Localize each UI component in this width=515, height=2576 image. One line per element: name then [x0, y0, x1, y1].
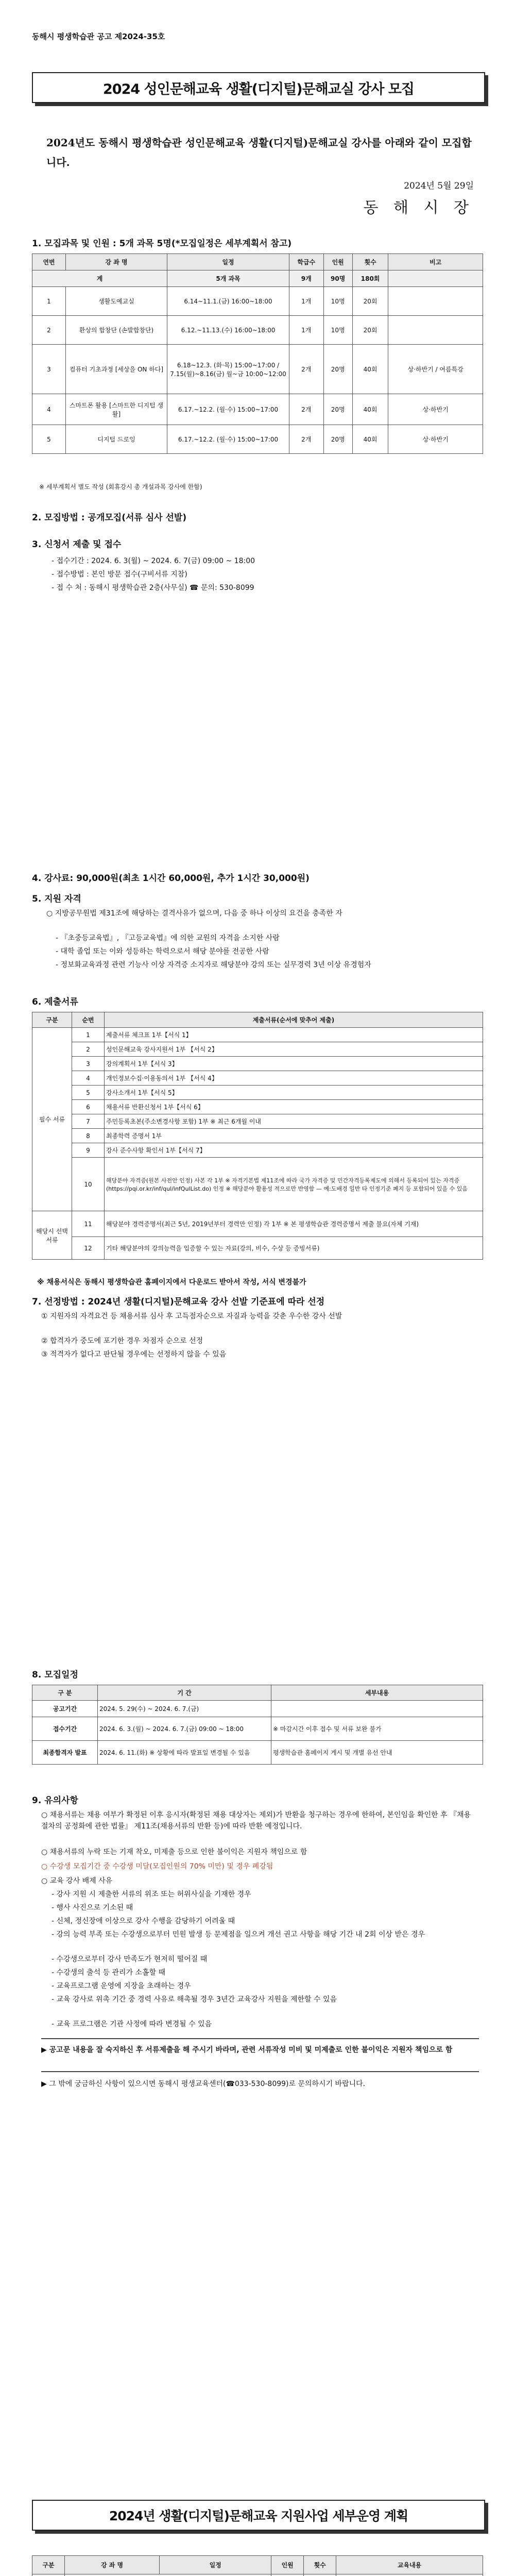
total-cell — [32, 2574, 65, 2576]
cell: 해당분야 자격증(원본 사전안 인정) 사본 각 1부 ※ 자격기본법 제11조에 따라 국가 자격증 및 민간자격등록제도에 의해서 등록되어 있는 자격증(https://pqi.or.kr/inf/qul/infQulList.do) 인정 ※ 해당분야 활용성 적으로만 반영함 — 예:도배경 일반 타 인정기준 폐지 등 포함되어 있을 수 있음 — [105, 1158, 483, 1211]
cell: 환상의 합창단 (손발합창단) — [66, 316, 167, 345]
cell: 2024. 6. 3.(월) ~ 2024. 6. 7.(금) 09:00 ~ 18:00 — [98, 1717, 271, 1741]
cell: 7 — [72, 1114, 105, 1129]
cell: 3 — [72, 1057, 105, 1071]
cell: 상·하반기 / 여름특강 — [388, 345, 483, 394]
col-header: 구분 — [32, 2556, 65, 2574]
cell: 해당분야 경력증명서(최근 5년, 2019년부터 경력만 인정) 각 1부 ※ 본 평생학습관 경력증명서 제출 불요(자체 기재) — [105, 1211, 483, 1237]
s6-heading: 6. 제출서류 — [32, 997, 78, 1007]
cell: 성인문해교육 강사지원서 1부 【서식 2】 — [105, 1042, 483, 1057]
cell — [388, 287, 483, 316]
cell: 20회 — [352, 287, 388, 316]
s9-line: ○ 교육 강사 배제 사유 — [41, 1877, 113, 1885]
cell: 40회 — [352, 425, 388, 454]
s3-line: - 접 수 처 : 동해시 평생학습관 2층(사무실) ☎ 문의: 530-8099 — [52, 584, 254, 592]
s5-line: - 대학 졸업 또는 이와 성등하는 학력으로서 해당 분야를 전공한 사람 — [56, 947, 269, 956]
cell: 6.17.~12.2. (월·수) 15:00~17:00 — [167, 425, 289, 454]
s5-line: ○ 지방공무원법 제31조에 해당하는 결격사유가 없으며, 다음 중 하나 이상의 요건을 충족한 자 — [46, 909, 342, 918]
col-header: 순번 — [72, 1012, 105, 1028]
cell: 평생학습관 홈페이지 게시 및 개별 유선 안내 — [271, 1741, 483, 1765]
cell: 6.14~11.1.(금) 16:00~18:00 — [167, 287, 289, 316]
divider — [41, 2071, 479, 2072]
cell: 공고기간 — [32, 1701, 98, 1717]
cell: 10 — [72, 1158, 105, 1211]
plan-title: 2024년 생활(디지털)문해교육 지원사업 세부운영 계획 — [32, 2500, 485, 2531]
col-header: 비고 — [388, 254, 483, 270]
subjects-table — [32, 253, 483, 454]
group-label: 필수 서류 — [32, 1028, 72, 1211]
total-cell: 90명 — [323, 270, 352, 287]
s9-line: - 강의 능력 부족 또는 수강생으로부터 민원 발생 등 문제점을 일으켜 개선 권고 사항을 해당 기간 내 2회 이상 받은 경우 — [52, 1930, 425, 1939]
s7-line: ② 합격자가 중도에 포기한 경우 차점자 순으로 선정 — [41, 1337, 203, 1345]
col-header: 일정 — [160, 2556, 271, 2574]
s3-heading: 3. 신청서 제출 및 접수 — [32, 539, 122, 550]
col-header: 연번 — [32, 254, 66, 270]
cell — [271, 1701, 483, 1717]
divider — [41, 2038, 479, 2039]
col-header: 제출서류(순서에 맞추어 제출) — [105, 1012, 483, 1028]
cell: 컴퓨터 기초과정 [세상을 ON 하다] — [66, 345, 167, 394]
s9-line: - 교육 프로그램은 기관 사정에 따라 변경될 수 있음 — [52, 2020, 212, 2028]
cell: 40회 — [352, 394, 388, 425]
col-header: 구 분 — [32, 1685, 98, 1701]
col-header: 기 간 — [98, 1685, 271, 1701]
cell: 상·하반기 — [388, 425, 483, 454]
cell: 11 — [72, 1211, 105, 1237]
cell: 강의계획서 1부【서식 3】 — [105, 1057, 483, 1071]
s1-heading: 1. 모집과목 및 인원 : 5개 과목 5명(*모집일정은 세부계획서 참고) — [32, 239, 292, 249]
cell: 1개 — [289, 316, 324, 345]
total-cell — [304, 2574, 336, 2576]
s9-line: - 수강생으로부터 강사 만족도가 현저히 떨어질 때 — [52, 1955, 208, 1963]
cell: 3 — [32, 345, 66, 394]
s9-line: - 강사 지원 시 제출한 서류의 위조 또는 허위사실을 기재한 경우 — [52, 1890, 251, 1899]
schedule-table — [32, 1685, 483, 1765]
s9-bullet: ▶ 그 밖에 궁금하신 사항이 있으시면 동해시 평생교육센터(☎033-530-8099)로 문의하시기 바랍니다. — [41, 2080, 366, 2088]
cell: ※ 마감시간 이후 접수 및 서류 보완 불가 — [271, 1717, 483, 1741]
s5-line: - 『초중등교육법』, 『고등교육법』에 의한 교원의 자격을 소지한 사람 — [56, 934, 280, 942]
s7-line: ③ 적격자가 없다고 판단될 경우에는 선정하지 않을 수 있음 — [41, 1350, 227, 1359]
col-header: 강 좌 명 — [66, 254, 167, 270]
col-header: 인원 — [323, 254, 352, 270]
s5-line: - 정보화교육과정 관련 기능사 이상 자격증 소지자로 해당분야 강의 또는 실무경력 3년 이상 유경험자 — [56, 961, 371, 969]
cell: 8 — [72, 1129, 105, 1143]
cell: 20명 — [323, 394, 352, 425]
intro-text: 2024년도 동해시 평생학습관 성인문해교육 생활(디지털)문해교실 강사를 아래와 같이 모집합니다. — [46, 137, 472, 168]
cell: 6.17.~12.2. (월·수) 15:00~17:00 — [167, 394, 289, 425]
col-header: 횟수 — [304, 2556, 336, 2574]
col-header: 학급수 — [289, 254, 324, 270]
cell: 10명 — [323, 287, 352, 316]
s4-heading: 4. 강사료: 90,000원(최초 1시간 60,000원, 추가 1시간 30,000원) — [32, 873, 310, 884]
s6-note: ※ 채용서식은 동해시 평생학습관 홈페이지에서 다운로드 받아서 작성, 서식 변경불가 — [37, 1278, 306, 1286]
s9-line: - 교육 강사로 위촉 기간 중 경력 사유로 해촉될 경우 3년간 교육강사 지원을 제한할 수 있음 — [52, 1995, 337, 2004]
cell: 40회 — [352, 345, 388, 394]
cell: 2024. 6. 11.(화) ※ 상황에 따라 발표일 변경될 수 있음 — [98, 1741, 271, 1765]
total-cell: 5개 과목 — [167, 270, 289, 287]
cell: 주민등록초본(주소변경사항 포함) 1부 ※ 최근 6개월 이내 — [105, 1114, 483, 1129]
cell: 개인정보수집·이용동의서 1부 【서식 4】 — [105, 1071, 483, 1086]
s1-note: ※ 세부계획서 별도 작성 (회휴강시 총 개설과목 강사에 한함) — [39, 483, 202, 490]
cell: 6 — [72, 1100, 105, 1114]
cell: 생활도예교실 — [66, 287, 167, 316]
cell: 채용서류 반환신청서 1부【서식 6】 — [105, 1100, 483, 1114]
col-header: 구분 — [32, 1012, 72, 1028]
cell: 2개 — [289, 425, 324, 454]
s9-line: - 교육프로그램 운영에 지장을 초래하는 경우 — [52, 1982, 191, 1990]
cell: 강사 준수사항 확인서 1부【서식 7】 — [105, 1143, 483, 1158]
s3-line: - 접수방법 : 본인 방문 접수(구비서류 지참) — [52, 570, 187, 579]
cell: 최종학력 증명서 1부 — [105, 1129, 483, 1143]
total-cell — [65, 2574, 271, 2576]
cell: 20회 — [352, 316, 388, 345]
s9-line: - 행사 사진으로 기소된 때 — [52, 1904, 133, 1912]
s6-table-wrap — [32, 1012, 483, 1260]
cell: 1 — [32, 287, 66, 316]
notice-date: 2024년 5월 29일 — [404, 181, 474, 191]
issuer: 동 해 시 장 — [363, 199, 474, 217]
cell: 2024. 5. 29(수) ~ 2024. 6. 7.(금) — [98, 1701, 271, 1717]
col-header: 일정 — [167, 254, 289, 270]
s8-heading: 8. 모집일정 — [32, 1670, 78, 1680]
total-cell: 계 — [32, 270, 167, 287]
s9-line: - 신체, 정신장애 이상으로 강사 수행을 감당하기 어려울 때 — [52, 1917, 235, 1925]
col-header: 인원 — [271, 2556, 304, 2574]
cell: 6.18~12.3. (화·목) 15:00~17:00 / 7.15(월)~8.16(금) 월~금 10:00~12:00 — [167, 345, 289, 394]
total-cell — [271, 2574, 304, 2576]
cell: 접수기간 — [32, 1717, 98, 1741]
cell: 상·하반기 — [388, 394, 483, 425]
page-title: 2024 성인문해교육 생활(디지털)문해교실 강사 모집 — [32, 72, 485, 103]
s1-table-wrap — [32, 253, 483, 454]
s7-heading: 7. 선정방법 : 2024년 생활(디지털)문해교육 강사 선발 기준표에 따라 선정 — [32, 1297, 325, 1307]
cell: 1 — [72, 1028, 105, 1042]
cell: 5 — [32, 425, 66, 454]
cell: 강사소개서 1부【서식 5】 — [105, 1086, 483, 1100]
s5-heading: 5. 지원 자격 — [32, 894, 81, 904]
cell: 제출서류 체크표 1부【서식 1】 — [105, 1028, 483, 1042]
cell: 5 — [72, 1086, 105, 1100]
cell: 10명 — [323, 316, 352, 345]
cell: 2 — [32, 316, 66, 345]
s2-heading: 2. 모집방법 : 공개모집(서류 심사 선발) — [32, 513, 187, 523]
cell: 9 — [72, 1143, 105, 1158]
s9-line: ○ 채용서류는 채용 여부가 확정된 이후 응시자(확정된 채용 대상자는 제외)가 반환을 청구하는 경우에 한하여, 본인임을 확인한 후 『채용 절차의 공정화에 관한 법률』 제11조(채용서류의 반환 등)에 따라 반환 예정입니다. — [41, 1811, 471, 1831]
col-header: 횟수 — [352, 254, 388, 270]
cell: 20명 — [323, 425, 352, 454]
notice-number: 동해시 평생학습관 공고 제2024-35호 — [32, 32, 165, 41]
documents-table — [32, 1012, 483, 1260]
s9-heading: 9. 유의사항 — [32, 1795, 78, 1806]
cell: 12 — [72, 1237, 105, 1260]
cell: 2개 — [289, 345, 324, 394]
s7-line: ① 지원자의 자격요건 등 채용서류 심사 후 고득점자순으로 자질과 능력을 갖춘 우수한 강사 선발 — [41, 1312, 342, 1320]
cell: 4 — [72, 1071, 105, 1086]
total-cell — [388, 270, 483, 287]
cell: 기타 해당분야의 강의능력을 입증할 수 있는 자료(강의, 비수, 수상 등 증빙서류) — [105, 1237, 483, 1260]
group-label: 해당시 선택 서류 — [32, 1211, 72, 1260]
s8-table-wrap — [32, 1685, 483, 1765]
cell: 최종합격자 발표 — [32, 1741, 98, 1765]
cell: 디지털 드로잉 — [66, 425, 167, 454]
cell: 6.12.~11.13.(수) 16:00~18:00 — [167, 316, 289, 345]
plan-table — [32, 2555, 483, 2576]
s3-line: - 접수기간 : 2024. 6. 3(월) ~ 2024. 6. 7(금) 09:00 ~ 18:00 — [52, 557, 255, 565]
cell: 20명 — [323, 345, 352, 394]
total-cell: 9개 — [289, 270, 324, 287]
cell: 스마트폰 활용 [스마트한 디지털 생활] — [66, 394, 167, 425]
cell: 2 — [72, 1042, 105, 1057]
s9-line: ○ 수강생 모집기간 중 수강생 미달(모집인원의 70% 미만) 및 경우 폐강됨 — [41, 1862, 273, 1871]
total-cell: 180회 — [352, 270, 388, 287]
s9-line: ○ 채용서류의 누락 또는 기재 착오, 미제출 등으로 인한 불이익은 지원자 책임으로 함 — [41, 1848, 307, 1856]
cell: 4 — [32, 394, 66, 425]
total-cell — [336, 2574, 483, 2576]
s9-line: - 수강생의 출석 등 관리가 소홀할 때 — [52, 1969, 166, 1977]
cell: 2개 — [289, 394, 324, 425]
cell: 1개 — [289, 287, 324, 316]
s10-table-wrap — [32, 2555, 483, 2576]
col-header: 강 좌 명 — [65, 2556, 160, 2574]
col-header: 세부내용 — [271, 1685, 483, 1701]
col-header: 교육내용 — [336, 2556, 483, 2574]
s9-bullet: ▶ 공고문 내용을 잘 숙지하신 후 서류제출을 해 주시기 바라며, 관련 서류작성 미비 및 미제출로 인한 불이익은 지원자 책임으로 함 — [41, 2046, 453, 2054]
cell — [388, 316, 483, 345]
